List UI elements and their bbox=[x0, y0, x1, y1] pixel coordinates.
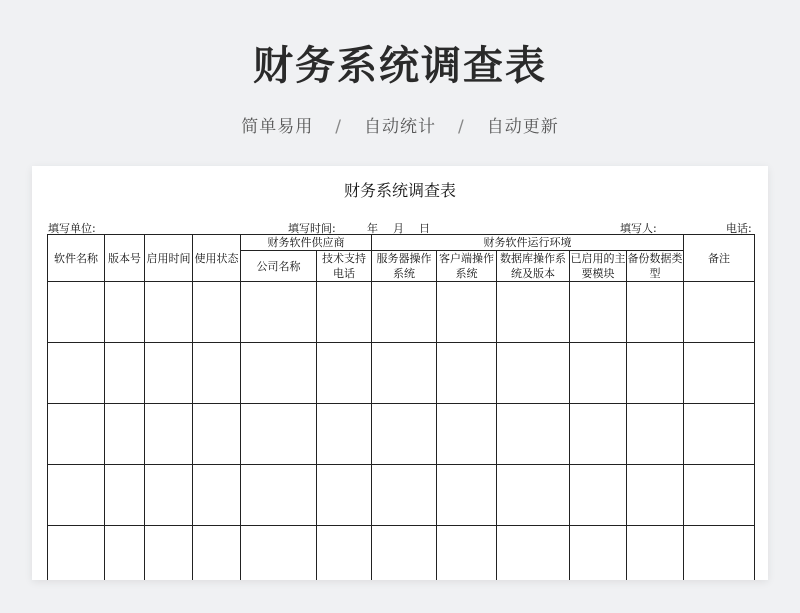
col-support-phone: 技术支持电话 bbox=[317, 251, 372, 282]
fill-unit-label: 填写单位: bbox=[48, 222, 96, 235]
table-cell[interactable] bbox=[317, 282, 372, 343]
table-cell[interactable] bbox=[241, 465, 317, 526]
table-cell[interactable] bbox=[193, 404, 241, 465]
col-version: 版本号 bbox=[105, 235, 145, 282]
table-row bbox=[48, 343, 755, 404]
table-cell[interactable] bbox=[437, 526, 497, 581]
table-cell[interactable] bbox=[437, 404, 497, 465]
subtitle-item-auto-update: 自动更新 bbox=[486, 117, 559, 137]
table-row bbox=[48, 526, 755, 581]
phone-label: 电话: bbox=[726, 222, 752, 235]
col-company-name: 公司名称 bbox=[241, 251, 317, 282]
fill-time-label: 填写时间: bbox=[288, 222, 336, 235]
survey-sheet bbox=[32, 166, 768, 580]
table-cell[interactable] bbox=[372, 526, 437, 581]
table-row bbox=[48, 282, 755, 343]
col-start-time: 启用时间 bbox=[145, 235, 193, 282]
table-cell[interactable] bbox=[497, 343, 570, 404]
col-notes: 备注 bbox=[684, 235, 755, 282]
col-software-name: 软件名称 bbox=[48, 235, 105, 282]
subtitle-separator: / bbox=[335, 117, 342, 137]
subtitle-item-easy: 简单易用 bbox=[241, 117, 314, 137]
table-cell[interactable] bbox=[241, 404, 317, 465]
day-label: 日 bbox=[419, 222, 430, 235]
col-backup-type: 备份数据类型 bbox=[627, 252, 683, 280]
table-cell[interactable] bbox=[570, 465, 627, 526]
table-cell[interactable] bbox=[437, 465, 497, 526]
table-cell[interactable] bbox=[627, 404, 684, 465]
table-cell[interactable] bbox=[145, 465, 193, 526]
table-cell[interactable] bbox=[497, 465, 570, 526]
col-db-os: 数据库操作系统及版本 bbox=[497, 251, 570, 282]
table-cell[interactable] bbox=[105, 282, 145, 343]
subtitle-item-auto-stats: 自动统计 bbox=[364, 117, 436, 137]
table-row bbox=[48, 404, 755, 465]
table-cell[interactable] bbox=[570, 526, 627, 581]
table-cell[interactable] bbox=[193, 343, 241, 404]
table-cell[interactable] bbox=[241, 282, 317, 343]
table-cell[interactable] bbox=[497, 282, 570, 343]
table-cell[interactable] bbox=[105, 465, 145, 526]
table-cell[interactable] bbox=[497, 404, 570, 465]
table-cell[interactable] bbox=[48, 526, 105, 581]
year-label: 年 bbox=[367, 222, 378, 235]
table-cell[interactable] bbox=[105, 343, 145, 404]
sheet-title: 财务系统调查表 bbox=[343, 181, 456, 200]
table-cell[interactable] bbox=[497, 526, 570, 581]
col-group-environment: 财务软件运行环境 bbox=[372, 235, 684, 251]
table-cell[interactable] bbox=[145, 343, 193, 404]
col-server-os: 服务器操作系统 bbox=[372, 251, 437, 282]
filler-label: 填写人: bbox=[620, 222, 657, 235]
table-cell[interactable] bbox=[105, 404, 145, 465]
subtitle-separator: / bbox=[458, 117, 465, 137]
table-cell[interactable] bbox=[627, 343, 684, 404]
col-enabled-modules: 已启用的主要模块 bbox=[570, 252, 626, 280]
survey-table bbox=[47, 234, 755, 580]
table-cell[interactable] bbox=[684, 282, 755, 343]
table-cell[interactable] bbox=[437, 343, 497, 404]
table-cell[interactable] bbox=[372, 282, 437, 343]
col-usage-status: 使用状态 bbox=[193, 235, 241, 282]
table-cell[interactable] bbox=[48, 282, 105, 343]
table-cell[interactable] bbox=[48, 465, 105, 526]
table-cell[interactable] bbox=[684, 526, 755, 581]
table-cell[interactable] bbox=[372, 343, 437, 404]
table-cell[interactable] bbox=[627, 465, 684, 526]
page-title: 财务系统调查表 bbox=[253, 43, 547, 89]
table-cell[interactable] bbox=[317, 404, 372, 465]
table-cell[interactable] bbox=[105, 526, 145, 581]
table-cell[interactable] bbox=[145, 526, 193, 581]
table-cell[interactable] bbox=[684, 404, 755, 465]
table-cell[interactable] bbox=[437, 282, 497, 343]
table-row bbox=[48, 465, 755, 526]
table-cell[interactable] bbox=[570, 282, 627, 343]
table-cell[interactable] bbox=[241, 343, 317, 404]
table-cell[interactable] bbox=[570, 404, 627, 465]
table-cell[interactable] bbox=[145, 282, 193, 343]
table-cell[interactable] bbox=[372, 465, 437, 526]
col-client-os: 客户端操作系统 bbox=[437, 251, 497, 282]
table-cell[interactable] bbox=[145, 404, 193, 465]
table-cell[interactable] bbox=[48, 343, 105, 404]
table-cell[interactable] bbox=[317, 343, 372, 404]
table-cell[interactable] bbox=[684, 465, 755, 526]
table-cell[interactable] bbox=[684, 343, 755, 404]
table-cell[interactable] bbox=[317, 465, 372, 526]
table-cell[interactable] bbox=[317, 526, 372, 581]
month-label: 月 bbox=[393, 222, 404, 235]
table-cell[interactable] bbox=[193, 526, 241, 581]
table-cell[interactable] bbox=[570, 343, 627, 404]
table-cell[interactable] bbox=[627, 282, 684, 343]
table-cell[interactable] bbox=[372, 404, 437, 465]
col-group-supplier: 财务软件供应商 bbox=[241, 235, 372, 251]
table-cell[interactable] bbox=[627, 526, 684, 581]
table-cell[interactable] bbox=[48, 404, 105, 465]
table-cell[interactable] bbox=[193, 465, 241, 526]
page-subtitle bbox=[0, 112, 800, 137]
table-cell[interactable] bbox=[241, 526, 317, 581]
table-cell[interactable] bbox=[193, 282, 241, 343]
